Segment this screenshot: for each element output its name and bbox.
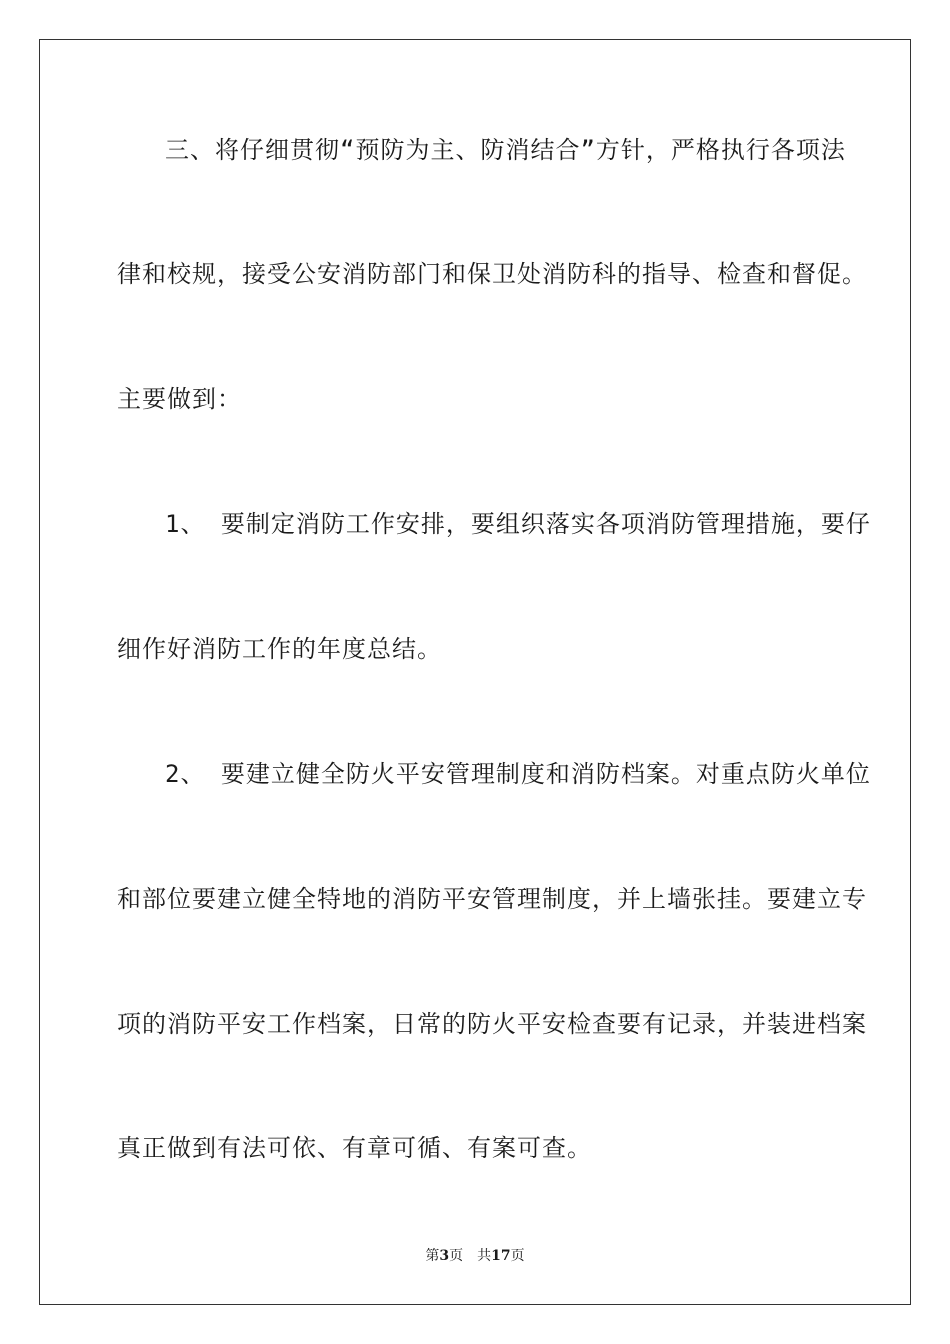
page-suffix: 页 — [449, 1248, 464, 1264]
paragraph-line: 项的消防平安工作档案，日常的防火平安检查要有记录，并装进档案 — [117, 1010, 867, 1038]
page-frame — [39, 39, 911, 1305]
total-prefix: 共 — [477, 1248, 492, 1264]
total-pages: 17 — [491, 1248, 511, 1264]
paragraph-line: 细作好消防工作的年度总结。 — [117, 635, 442, 663]
paragraph-line: 和部位要建立健全特地的消防平安管理制度，并上墙张挂。要建立专 — [117, 885, 867, 913]
paragraph-line: 主要做到： — [117, 385, 242, 413]
paragraph-line: 三、将仔细贯彻“预防为主、防消结合”方针，严格执行各项法 — [165, 136, 846, 164]
paragraph-line: 真正做到有法可依、有章可循、有案可查。 — [117, 1134, 592, 1162]
paragraph-line: 1、 要制定消防工作安排，要组织落实各项消防管理措施，要仔 — [165, 510, 871, 538]
page-prefix: 第 — [425, 1248, 440, 1264]
total-suffix: 页 — [510, 1248, 525, 1264]
paragraph-line: 律和校规，接受公安消防部门和保卫处消防科的指导、检查和督促。 — [117, 260, 867, 288]
page-footer — [0, 1247, 950, 1265]
paragraph-line: 2、 要建立健全防火平安管理制度和消防档案。对重点防火单位 — [165, 760, 871, 788]
page-number: 3 — [439, 1248, 450, 1264]
